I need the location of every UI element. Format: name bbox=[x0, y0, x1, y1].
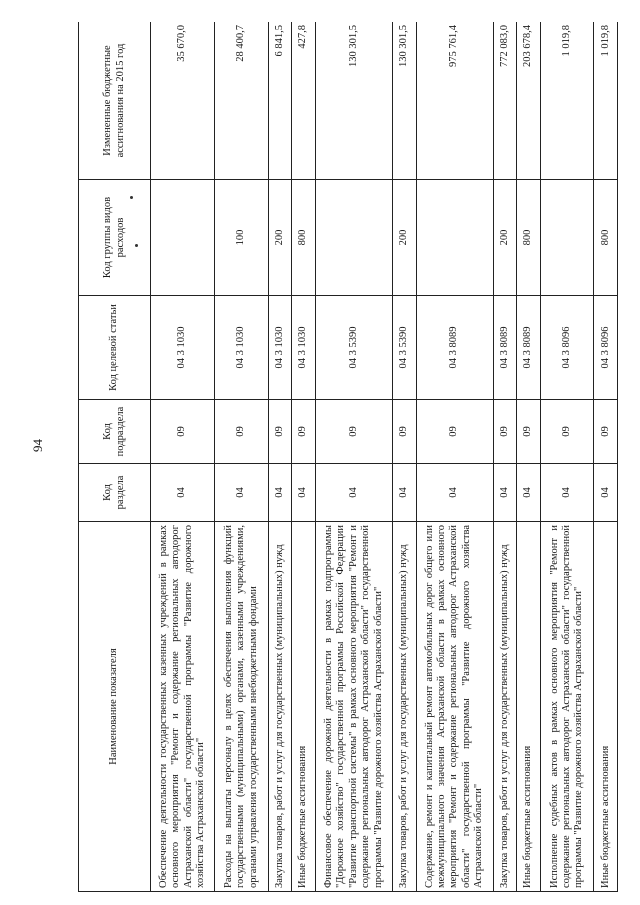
row-section: 04 bbox=[292, 464, 316, 522]
table-row bbox=[540, 22, 594, 892]
row-name: Финансовое обеспечение дорожной деятельности в рамках подпрограммы "Дорожное хозяйство" государственной программы Российской Федерации "Развитие транспортной системы" в рамках основного мероприятия "Ремонт и содержание региональных автодорог Астраханской области" государственной программы "Развитие дорожного хозяйства Астраханской области" bbox=[315, 522, 392, 892]
row-subsection: 09 bbox=[493, 400, 517, 464]
row-subsection: 09 bbox=[540, 400, 594, 464]
budget-table-container bbox=[78, 22, 618, 892]
row-target: 04 3 8089 bbox=[493, 296, 517, 400]
table-row bbox=[594, 22, 618, 892]
row-section: 04 bbox=[315, 464, 392, 522]
row-target: 04 3 1030 bbox=[268, 296, 292, 400]
table-row bbox=[517, 22, 541, 892]
row-group: 200 bbox=[493, 180, 517, 296]
header-amount: Измененные бюджетные ассигнования на 2015 год bbox=[79, 22, 151, 180]
row-name: Закупка товаров, работ и услуг для государственных (муниципальных) нужд bbox=[268, 522, 292, 892]
row-group: 200 bbox=[393, 180, 417, 296]
row-section: 04 bbox=[517, 464, 541, 522]
page-number: 94 bbox=[30, 439, 45, 452]
row-target: 04 3 1030 bbox=[292, 296, 316, 400]
table-row bbox=[315, 22, 392, 892]
row-section: 04 bbox=[215, 464, 269, 522]
row-amount: 1 019,8 bbox=[540, 22, 594, 180]
table-header-row bbox=[79, 22, 151, 892]
row-group bbox=[540, 180, 594, 296]
row-name: Исполнение судебных актов в рамках основного мероприятия "Ремонт и содержание региональных автодорог Астраханской области" государственной программы "Развитие дорожного хозяйства Астраханской области" bbox=[540, 522, 594, 892]
row-subsection: 09 bbox=[416, 400, 493, 464]
table-row bbox=[215, 22, 269, 892]
table-row bbox=[393, 22, 417, 892]
row-group: 200 bbox=[268, 180, 292, 296]
row-group: 800 bbox=[517, 180, 541, 296]
row-amount: 772 083,0 bbox=[493, 22, 517, 180]
row-name: Содержание, ремонт и капитальный ремонт автомобильных дорог общего или межмуниципального значения Астраханской области в рамках основного мероприятия "Ремонт и содержание региональных автодорог Астраханской области" государственной программы "Развитие дорожного хозяйства Астраханской области" bbox=[416, 522, 493, 892]
table-row bbox=[493, 22, 517, 892]
row-name: Расходы на выплаты персоналу в целях обеспечения выполнения функций государственными (муниципальными) органами, казенными учреждениями, органами управления государственными внебюджетными фондами bbox=[215, 522, 269, 892]
row-target: 04 3 5390 bbox=[393, 296, 417, 400]
row-subsection: 09 bbox=[517, 400, 541, 464]
row-subsection: 09 bbox=[393, 400, 417, 464]
row-amount: 427,8 bbox=[292, 22, 316, 180]
row-name: Иные бюджетные ассигнования bbox=[292, 522, 316, 892]
row-section: 04 bbox=[393, 464, 417, 522]
row-target: 04 3 8096 bbox=[540, 296, 594, 400]
row-amount: 975 761,4 bbox=[416, 22, 493, 180]
row-subsection: 09 bbox=[151, 400, 215, 464]
header-name: Наименование показателя bbox=[79, 522, 151, 892]
row-subsection: 09 bbox=[315, 400, 392, 464]
row-amount: 28 400,7 bbox=[215, 22, 269, 180]
row-target: 04 3 8096 bbox=[594, 296, 618, 400]
row-section: 04 bbox=[268, 464, 292, 522]
budget-table bbox=[78, 22, 618, 892]
row-amount: 203 678,4 bbox=[517, 22, 541, 180]
row-target: 04 3 1030 bbox=[151, 296, 215, 400]
row-section: 04 bbox=[416, 464, 493, 522]
row-subsection: 09 bbox=[594, 400, 618, 464]
table-row bbox=[416, 22, 493, 892]
header-section: Код раздела bbox=[79, 464, 151, 522]
row-target: 04 3 8089 bbox=[517, 296, 541, 400]
table-row bbox=[151, 22, 215, 892]
row-name: Обеспечение деятельности государственных казенных учреждений в рамках основного мероприятия "Ремонт и содержание региональных автодорог Астраханской области" государственной программы "Развитие дорожного хозяйства Астраханской области" bbox=[151, 522, 215, 892]
row-group bbox=[151, 180, 215, 296]
row-subsection: 09 bbox=[215, 400, 269, 464]
row-group: 800 bbox=[594, 180, 618, 296]
row-section: 04 bbox=[493, 464, 517, 522]
row-group: 800 bbox=[292, 180, 316, 296]
row-amount: 6 841,5 bbox=[268, 22, 292, 180]
row-section: 04 bbox=[540, 464, 594, 522]
row-group bbox=[315, 180, 392, 296]
row-group bbox=[416, 180, 493, 296]
row-amount: 1 019,8 bbox=[594, 22, 618, 180]
row-name: Иные бюджетные ассигнования bbox=[517, 522, 541, 892]
row-target: 04 3 8089 bbox=[416, 296, 493, 400]
row-section: 04 bbox=[594, 464, 618, 522]
row-group: 100 bbox=[215, 180, 269, 296]
row-name: Иные бюджетные ассигнования bbox=[594, 522, 618, 892]
row-name: Закупка товаров, работ и услуг для государственных (муниципальных) нужд bbox=[493, 522, 517, 892]
header-expense-group: Код группы видов расходов bbox=[79, 180, 151, 296]
row-subsection: 09 bbox=[268, 400, 292, 464]
table-row bbox=[292, 22, 316, 892]
row-subsection: 09 bbox=[292, 400, 316, 464]
row-section: 04 bbox=[151, 464, 215, 522]
row-target: 04 3 1030 bbox=[215, 296, 269, 400]
row-amount: 35 670,0 bbox=[151, 22, 215, 180]
row-amount: 130 301,5 bbox=[315, 22, 392, 180]
row-target: 04 3 5390 bbox=[315, 296, 392, 400]
row-name: Закупка товаров, работ и услуг для государственных (муниципальных) нужд bbox=[393, 522, 417, 892]
header-subsection: Код подраздела bbox=[79, 400, 151, 464]
header-target: Код целевой статьи bbox=[79, 296, 151, 400]
row-amount: 130 301,5 bbox=[393, 22, 417, 180]
table-row bbox=[268, 22, 292, 892]
